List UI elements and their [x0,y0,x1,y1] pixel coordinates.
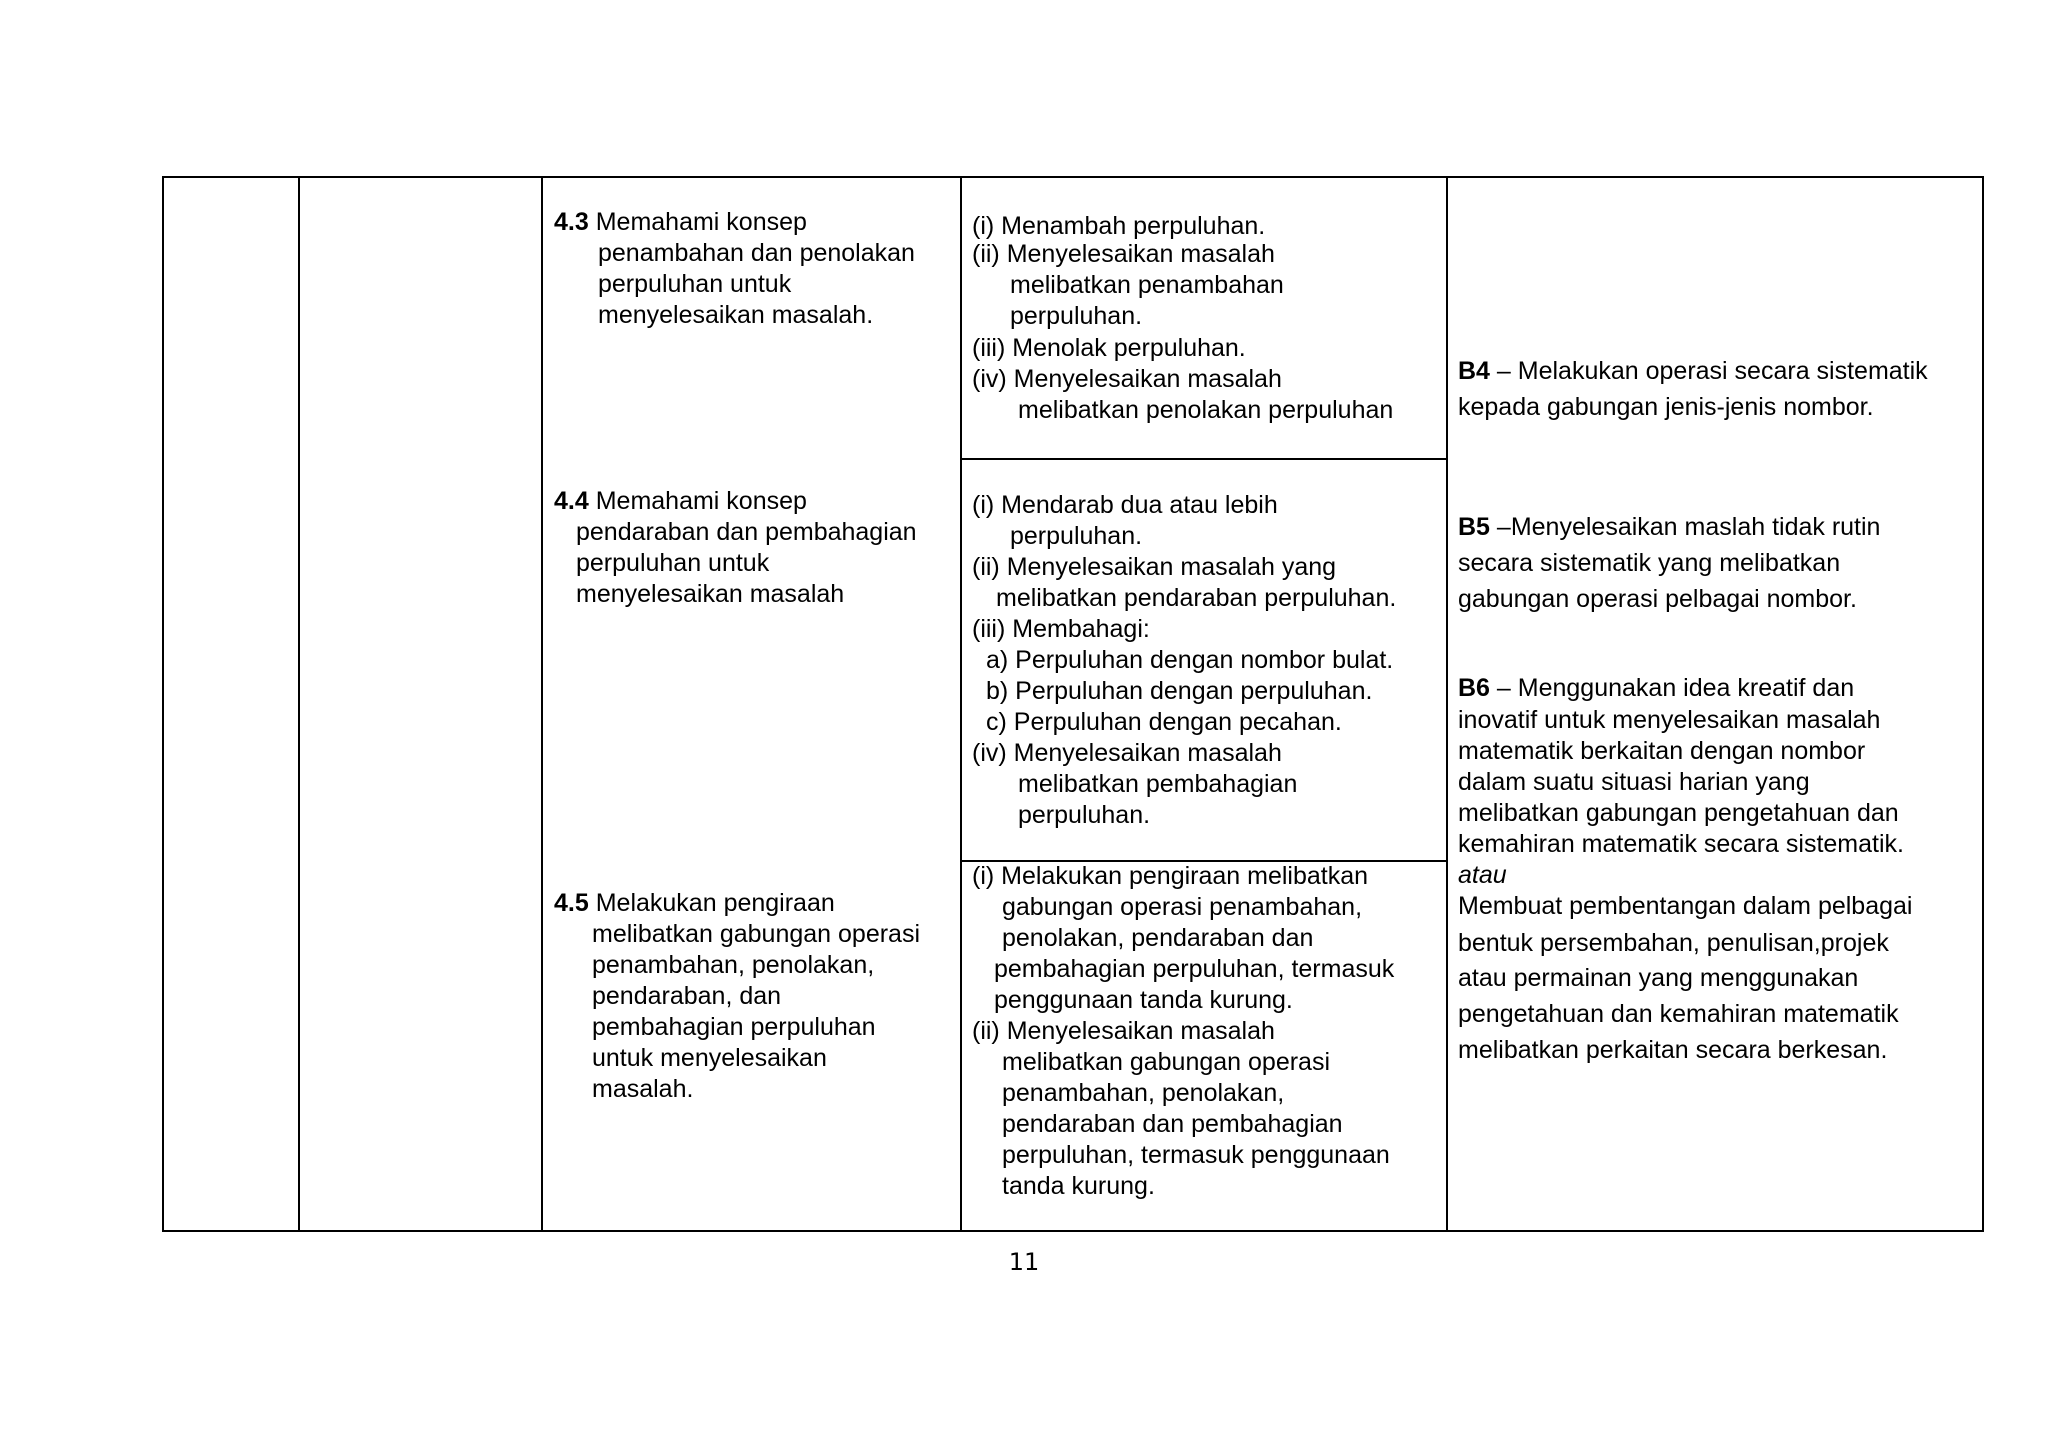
learning-line: penolakan, pendaraban dan [1002,924,1314,952]
learning-line: melibatkan penambahan [1010,271,1284,299]
band-code: B4 [1458,357,1490,385]
standard-code: 4.4 [554,487,589,515]
band-line: atau permainan yang menggunakan [1458,964,1859,992]
learning-line: perpuluhan. [1018,801,1151,829]
band-line: gabungan operasi pelbagai nombor. [1458,585,1857,613]
learning-line: (ii) Menyelesaikan masalah [972,240,1275,268]
band-line: dalam suatu situasi harian yang [1458,768,1810,796]
column-divider [1446,178,1448,1230]
learning-line: a) Perpuluhan dengan nombor bulat. [986,646,1394,674]
standard-line: masalah. [592,1075,694,1103]
band-line: kepada gabungan jenis-jenis nombor. [1458,393,1874,421]
learning-line: penambahan, penolakan, [1002,1079,1285,1107]
learning-line: melibatkan penolakan perpuluhan [1018,396,1394,424]
learning-line: (iii) Menolak perpuluhan. [972,334,1246,362]
learning-line: penggunaan tanda kurung. [994,986,1293,1014]
learning-line: (iv) Menyelesaikan masalah [972,365,1282,393]
standard-line: melibatkan gabungan operasi [592,920,921,948]
learning-line: perpuluhan. [1010,522,1143,550]
band-line: Membuat pembentangan dalam pelbagai [1458,892,1913,920]
band-line: B5 –Menyelesaikan maslah tidak rutin [1458,513,1881,541]
band-line: kemahiran matematik secara sistematik. [1458,830,1904,858]
learning-line: pembahagian perpuluhan, termasuk [994,955,1395,983]
learning-line: melibatkan pembahagian [1018,770,1298,798]
learning-line: gabungan operasi penambahan, [1002,893,1363,921]
row-divider [960,458,1446,460]
band-line: melibatkan gabungan pengetahuan dan [1458,799,1899,827]
band-line: secara sistematik yang melibatkan [1458,549,1841,577]
learning-line: (i) Melakukan pengiraan melibatkan [972,862,1369,890]
learning-line: pendaraban dan pembahagian [1002,1110,1343,1138]
learning-line: (ii) Menyelesaikan masalah yang [972,553,1337,581]
column-divider [541,178,543,1230]
or-label: atau [1458,861,1507,889]
band-line: melibatkan perkaitan secara berkesan. [1458,1036,1888,1064]
learning-line: tanda kurung. [1002,1172,1155,1200]
learning-line: (iii) Membahagi: [972,615,1150,643]
column-divider [298,178,300,1230]
learning-line: (ii) Menyelesaikan masalah [972,1017,1275,1045]
learning-line: b) Perpuluhan dengan perpuluhan. [986,677,1373,705]
standard-line: pembahagian perpuluhan [592,1013,876,1041]
standard-line: penambahan, penolakan, [592,951,875,979]
learning-line: c) Perpuluhan dengan pecahan. [986,708,1342,736]
band-line: bentuk persembahan, penulisan,projek [1458,929,1889,957]
learning-line: melibatkan pendaraban perpuluhan. [996,584,1397,612]
learning-line: perpuluhan. [1010,302,1143,330]
band-code: B6 [1458,674,1490,702]
standard-line: 4.5 Melakukan pengiraan [554,889,835,917]
standard-line: perpuluhan untuk [598,270,792,298]
column-divider [960,178,962,1230]
standard-code: 4.5 [554,889,589,917]
band-line: inovatif untuk menyelesaikan masalah [1458,706,1881,734]
standard-line: penambahan dan penolakan [598,239,915,267]
band-line: B6 – Menggunakan idea kreatif dan [1458,674,1855,702]
standard-line: 4.4 Memahami konsep [554,487,807,515]
learning-line: perpuluhan, termasuk penggunaan [1002,1141,1390,1169]
standard-line: pendaraban dan pembahagian [576,518,917,546]
learning-line: (i) Menambah perpuluhan. [972,212,1266,240]
standard-line: menyelesaikan masalah. [598,301,874,329]
learning-line: (i) Mendarab dua atau lebih [972,491,1278,519]
standard-line: untuk menyelesaikan [592,1044,827,1072]
band-line: B4 – Melakukan operasi secara sistematik [1458,357,1928,385]
band-code: B5 [1458,513,1490,541]
page-number: 11 [1008,1248,1040,1276]
learning-line: melibatkan gabungan operasi [1002,1048,1331,1076]
standard-line: 4.3 Memahami konsep [554,208,807,236]
band-line: pengetahuan dan kemahiran matematik [1458,1000,1899,1028]
learning-line: (iv) Menyelesaikan masalah [972,739,1282,767]
standard-line: menyelesaikan masalah [576,580,845,608]
standard-code: 4.3 [554,208,589,236]
standard-line: pendaraban, dan [592,982,782,1010]
band-line: matematik berkaitan dengan nombor [1458,737,1866,765]
standard-line: perpuluhan untuk [576,549,770,577]
